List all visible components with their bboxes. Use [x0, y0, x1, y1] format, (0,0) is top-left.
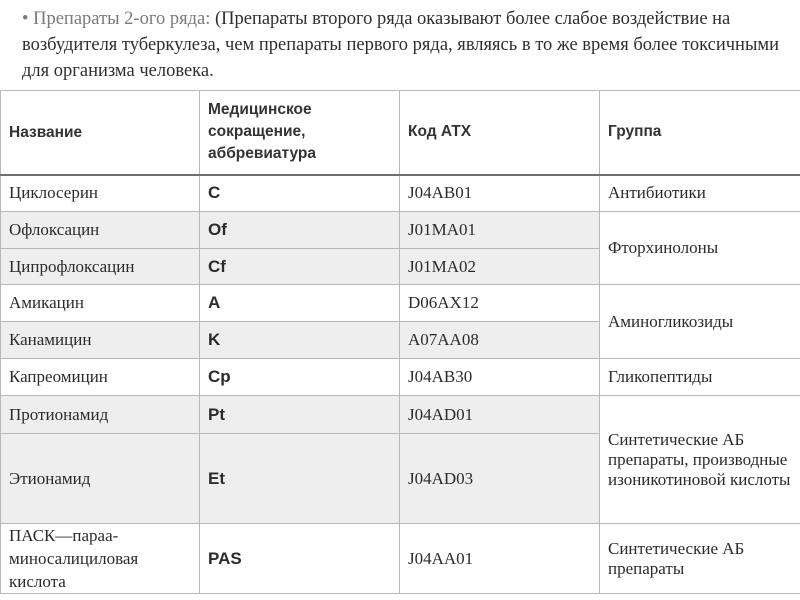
drug-name: Этионамид	[1, 434, 200, 524]
drug-atc-code: J04AB01	[400, 175, 600, 212]
header-group: Группа	[600, 91, 800, 175]
intro-lead: • Препараты 2-ого ряда:	[22, 9, 215, 29]
drug-name: Амикацин	[1, 285, 200, 322]
drug-name: Ципрофлоксацин	[1, 249, 200, 285]
drug-atc-code: J04AD01	[400, 396, 600, 434]
drug-table	[0, 90, 800, 594]
table-row	[1, 175, 800, 212]
drug-atc-code: J04AB30	[400, 359, 600, 396]
header-name: Название	[1, 91, 200, 175]
drug-atc-code: D06AX12	[400, 285, 600, 322]
drug-abbreviation: PAS	[200, 524, 400, 594]
drug-group: Антибиотики	[600, 175, 800, 212]
drug-name: Циклосерин	[1, 175, 200, 212]
intro-paragraph	[22, 6, 792, 84]
drug-group: Гликопептиды	[600, 359, 800, 396]
drug-group: Синтетические АБ препараты, производные изоникотиновой кислоты	[600, 396, 800, 524]
drug-name: Офлоксацин	[1, 212, 200, 249]
intro-text: (Препараты второго ряда оказывают более слабое воздействие на возбудителя туберкулеза, чем препараты первого ряда, являясь в то же время более токсичными для организма человека.	[22, 9, 779, 81]
header-abbreviation: Медицинское сокращение, аббревиатура	[200, 91, 400, 175]
drug-name: Капреомицин	[1, 359, 200, 396]
table-row	[1, 285, 800, 322]
table-header-row	[1, 91, 800, 175]
drug-atc-code: J04AA01	[400, 524, 600, 594]
drug-abbreviation: Et	[200, 434, 400, 524]
drug-name: Протионамид	[1, 396, 200, 434]
drug-abbreviation: Of	[200, 212, 400, 249]
drug-abbreviation: A	[200, 285, 400, 322]
drug-atc-code: J01MA01	[400, 212, 600, 249]
drug-group: Аминогликозиды	[600, 285, 800, 359]
drug-atc-code: A07AA08	[400, 322, 600, 359]
table-row	[1, 524, 800, 594]
header-atc-code: Код АТХ	[400, 91, 600, 175]
drug-abbreviation: C	[200, 175, 400, 212]
drug-atc-code: J04AD03	[400, 434, 600, 524]
drug-name: Канамицин	[1, 322, 200, 359]
drug-name: ПАСК—парааминосалициловая кислота	[1, 524, 200, 594]
drug-atc-code: J01MA02	[400, 249, 600, 285]
drug-abbreviation: Pt	[200, 396, 400, 434]
table-row	[1, 359, 800, 396]
table-row	[1, 396, 800, 434]
drug-abbreviation: Cp	[200, 359, 400, 396]
drug-abbreviation: Cf	[200, 249, 400, 285]
drug-group: Фторхинолоны	[600, 212, 800, 285]
drug-group: Синтетические АБ препараты	[600, 524, 800, 594]
table-row	[1, 212, 800, 249]
drug-abbreviation: K	[200, 322, 400, 359]
